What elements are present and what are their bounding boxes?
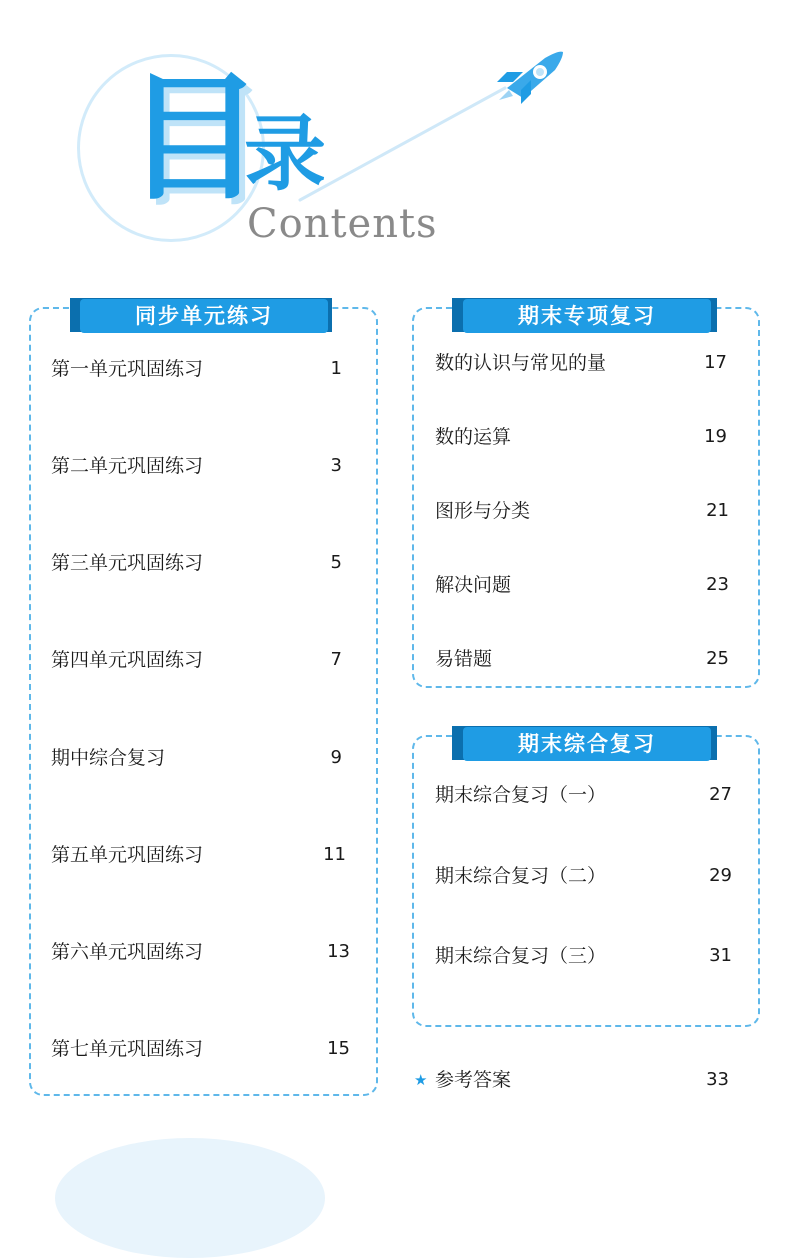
toc-item-page: 27 [709,784,732,805]
toc-item-label[interactable]: 第四单元巩固练习 [51,649,204,671]
toc-item-label[interactable]: 第一单元巩固练习 [51,358,204,380]
toc-item-label[interactable]: 第三单元巩固练习 [51,552,204,574]
toc-item-page: 29 [709,865,732,886]
toc-item-page: 3 [330,455,342,476]
title-character-lu: 录 [244,107,327,202]
page-subtitle: Contents [247,201,438,247]
star-icon: ★ [414,1071,428,1089]
toc-item-label[interactable]: 第二单元巩固练习 [51,455,204,477]
toc-item-label[interactable]: 易错题 [435,648,493,670]
bottom-decoration [55,1138,325,1258]
toc-item-label[interactable]: 第七单元巩固练习 [51,1038,204,1060]
toc-item-label[interactable]: 期末综合复习（一） [435,784,607,806]
final-review-tab: 期末综合复习 [463,727,711,761]
toc-item-page: 13 [327,941,350,962]
toc-item-label[interactable]: 图形与分类 [435,500,531,522]
toc-item-page: 19 [704,426,727,447]
toc-item-label[interactable]: 数的认识与常见的量 [435,352,607,374]
answers-page: 33 [706,1069,729,1090]
toc-item-label[interactable]: 期末综合复习（二） [435,865,607,887]
toc-item-page: 25 [706,648,729,669]
toc-item-page: 11 [323,844,346,865]
toc-item-label[interactable]: 期末综合复习（三） [435,945,607,967]
toc-item-page: 15 [327,1038,350,1059]
toc-item-page: 17 [704,352,727,373]
toc-item-label[interactable]: 第六单元巩固练习 [51,941,204,963]
rocket-icon [493,48,567,104]
unit-practice-tab: 同步单元练习 [80,299,328,333]
answers-label[interactable]: 参考答案 [435,1069,512,1091]
toc-item-label[interactable]: 数的运算 [435,426,512,448]
toc-item-page: 23 [706,574,729,595]
toc-item-label[interactable]: 第五单元巩固练习 [51,844,204,866]
unit-practice-section [29,307,378,1096]
toc-item-page: 5 [330,552,342,573]
toc-item-page: 7 [330,649,342,670]
toc-item-page: 31 [709,945,732,966]
final-topics-tab: 期末专项复习 [463,299,711,333]
title-character-mu: 目 [125,58,264,219]
toc-item-page: 1 [330,358,342,379]
toc-item-label[interactable]: 期中综合复习 [51,747,166,769]
toc-item-page: 9 [330,747,342,768]
toc-item-label[interactable]: 解决问题 [435,574,512,596]
toc-item-page: 21 [706,500,729,521]
